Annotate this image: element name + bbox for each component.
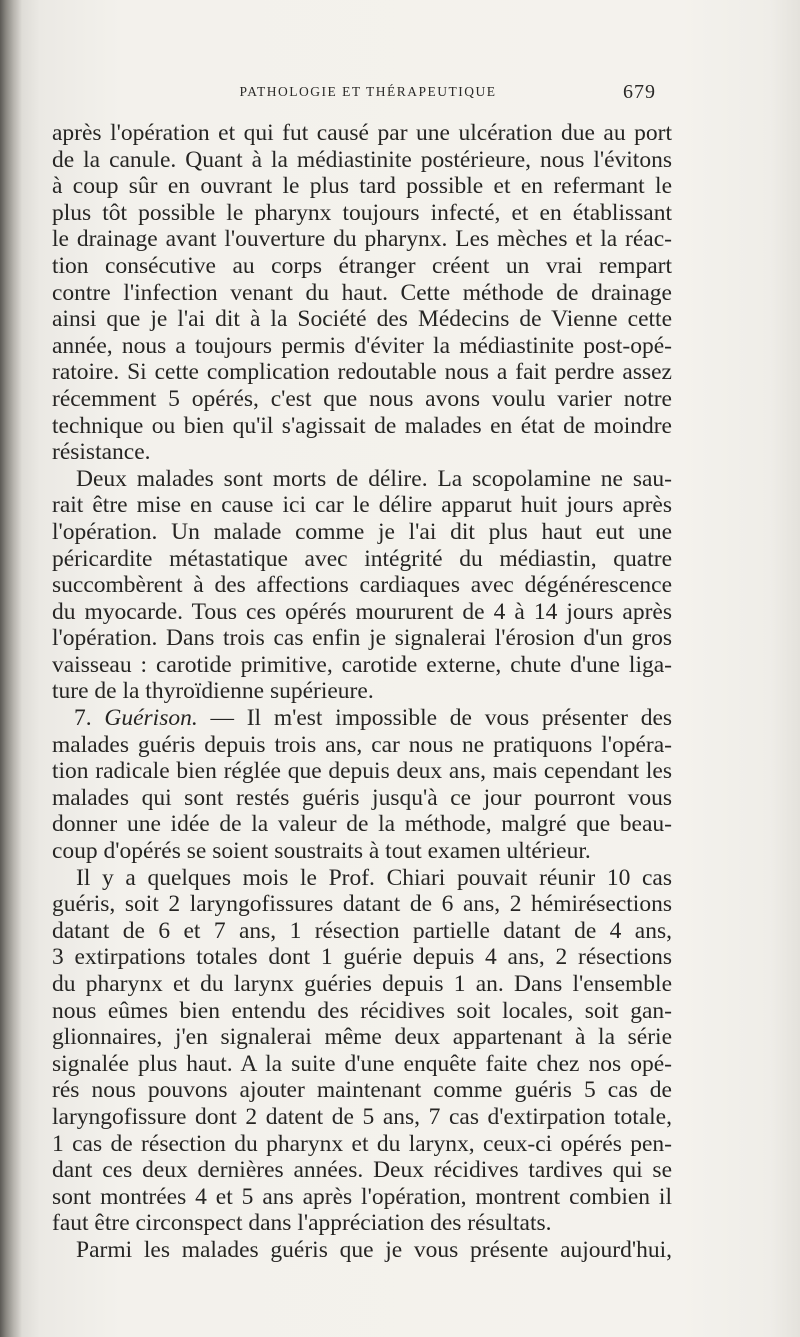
- text-line: plus tôt possible le pharynx toujours infecté, et en établissant: [52, 199, 672, 226]
- text-line: faut être circonspect dans l'appréciation des résultats.: [52, 1210, 552, 1237]
- text-line: l'opération. Un malade comme je l'ai dit plus haut eut une: [52, 518, 672, 545]
- text-line: technique ou bien qu'il s'agissait de malades en état de moindre: [52, 412, 672, 439]
- text-line: récemment 5 opérés, c'est que nous avons voulu varier notre: [52, 385, 672, 412]
- text-line: coup d'opérés se soient soustraits à tout examen ultérieur.: [52, 838, 591, 865]
- text-line: après l'opération et qui fut causé par une ulcération due au port: [52, 120, 672, 146]
- text-line: année, nous a toujours permis d'éviter la médiastinite post-opé-: [52, 332, 672, 359]
- text-line: nous eûmes bien entendu des récidives soit locales, soit gan-: [52, 997, 672, 1024]
- text-line: Il y a quelques mois le Prof. Chiari pouvait réunir 10 cas: [76, 864, 672, 891]
- text-line: vaisseau : carotide primitive, carotide externe, chute d'une liga-: [52, 651, 672, 678]
- text-line: glionnaires, j'en signalerai même deux appartenant à la série: [52, 1024, 672, 1051]
- text-line: succombèrent à des affections cardiaques avec dégénérescence: [52, 572, 672, 599]
- text-line: malades qui sont restés guéris jusqu'à ce jour pourront vous: [52, 784, 672, 811]
- text-line: résistance.: [52, 439, 151, 466]
- body-text: [52, 120, 672, 1264]
- section-number: 7.: [74, 705, 92, 732]
- text-line: guéris, soit 2 laryngofissures datant de 6 ans, 2 hémirésections: [52, 891, 672, 918]
- text-line: le drainage avant l'ouverture du pharynx. Les mèches et la réac-: [52, 226, 672, 253]
- text-line: signalée plus haut. A la suite d'une enquête faite chez nos opé-: [52, 1050, 672, 1077]
- text-line: donner une idée de la valeur de la méthode, malgré que beau-: [52, 811, 672, 838]
- text-line: ratoire. Si cette complication redoutable nous a fait perdre assez: [52, 359, 672, 386]
- text-line: du myocarde. Tous ces opérés moururent de 4 à 14 jours après: [52, 598, 672, 625]
- text-line: de la canule. Quant à la médiastinite postérieure, nous l'évitons: [52, 146, 672, 173]
- text-line: l'opération. Dans trois cas enfin je signalerai l'érosion d'un gros: [52, 625, 672, 652]
- section-heading-line: [52, 705, 672, 732]
- text-line: péricardite métastatique avec intégrité du médiastin, quatre: [52, 545, 672, 572]
- page-number: 679: [623, 81, 656, 103]
- section-heading: Guérison.: [104, 705, 198, 732]
- running-title: PATHOLOGIE ET THÉRAPEUTIQUE: [239, 84, 497, 99]
- text-line: ture de la thyroïdienne supérieure.: [52, 678, 374, 705]
- text-line: sont montrées 4 et 5 ans après l'opération, montrent combien il: [52, 1183, 672, 1210]
- text-line: malades guéris depuis trois ans, car nous ne pratiquons l'opéra-: [52, 731, 672, 758]
- text-line: datant de 6 et 7 ans, 1 résection partielle datant de 4 ans,: [52, 917, 672, 944]
- text-line: tion radicale bien réglée que depuis deux ans, mais cependant les: [52, 758, 672, 785]
- text-line: 3 extirpations totales dont 1 guérie depuis 4 ans, 2 résections: [52, 944, 672, 971]
- text-line: 1 cas de résection du pharynx et du larynx, ceux-ci opérés pen-: [52, 1130, 672, 1157]
- text-line: Deux malades sont morts de délire. La scopolamine ne sau-: [76, 465, 672, 492]
- text-line: laryngofissure dont 2 datent de 5 ans, 7 cas d'extirpation totale,: [52, 1103, 672, 1130]
- text-line: ainsi que je l'ai dit à la Société des Médecins de Vienne cette: [52, 306, 672, 333]
- text-line: à coup sûr en ouvrant le plus tard possible et en refermant le: [52, 173, 672, 200]
- text-line: du pharynx et du larynx guéries depuis 1 an. Dans l'ensemble: [52, 971, 672, 997]
- running-header: [60, 81, 656, 108]
- text-line: contre l'infection venant du haut. Cette méthode de drainage: [52, 279, 672, 306]
- text-line: dant ces deux dernières années. Deux récidives tardives qui se: [52, 1157, 672, 1184]
- text-line: rés nous pouvons ajouter maintenant comme guéris 5 cas de: [52, 1077, 672, 1104]
- text-line: tion consécutive au corps étranger créent un vrai rempart: [52, 252, 672, 279]
- text-line: rait être mise en cause ici car le délire apparut huit jours après: [52, 492, 672, 519]
- text-line: Parmi les malades guéris que je vous présente aujourd'hui,: [76, 1236, 672, 1263]
- book-binding-edge: [0, 0, 22, 1337]
- text-line: — Il m'est impossible de vous présenter des: [210, 705, 672, 732]
